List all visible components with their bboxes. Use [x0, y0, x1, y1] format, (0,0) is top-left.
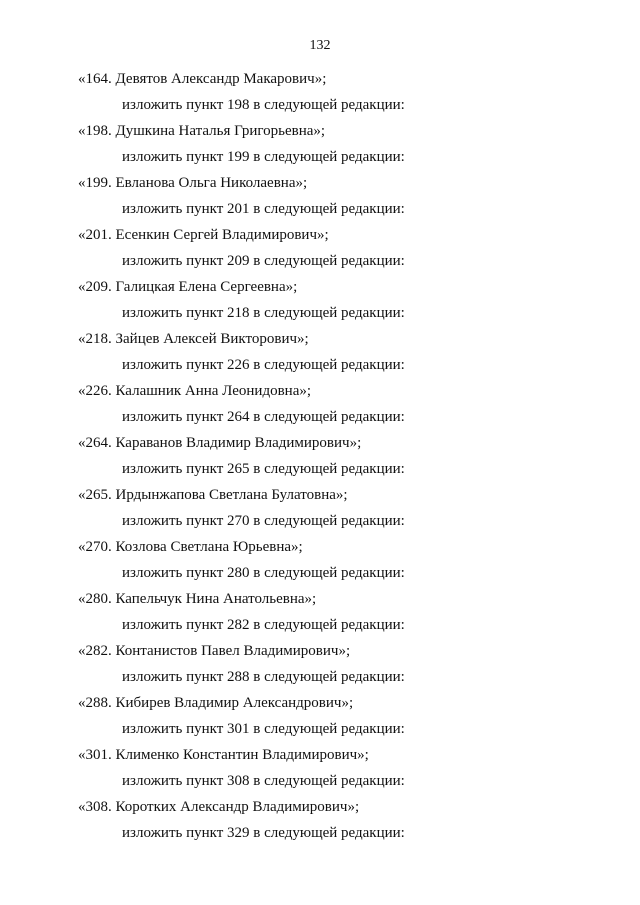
list-entry: «308. Коротких Александр Владимирович»; [78, 799, 360, 815]
list-entry: «265. Ирдынжапова Светлана Булатовна»; [78, 487, 348, 503]
list-entry: «209. Галицкая Елена Сергеевна»; [78, 279, 298, 295]
list-entry: «270. Козлова Светлана Юрьевна»; [78, 539, 303, 555]
list-entry: «282. Контанистов Павел Владимирович»; [78, 643, 351, 659]
amendment-instruction: изложить пункт 329 в следующей редакции: [122, 825, 405, 841]
amendment-instruction: изложить пункт 265 в следующей редакции: [122, 461, 405, 477]
list-entry: «199. Евланова Ольга Николаевна»; [78, 175, 308, 191]
list-entry: «301. Клименко Константин Владимирович»; [78, 747, 369, 763]
list-entry: «164. Девятов Александр Макарович»; [78, 71, 327, 87]
amendment-instruction: изложить пункт 308 в следующей редакции: [122, 773, 405, 789]
amendment-instruction: изложить пункт 280 в следующей редакции: [122, 565, 405, 581]
amendment-instruction: изложить пункт 199 в следующей редакции: [122, 149, 405, 165]
list-entry: «288. Кибирев Владимир Александрович»; [78, 695, 354, 711]
amendment-instruction: изложить пункт 264 в следующей редакции: [122, 409, 405, 425]
amendment-instruction: изложить пункт 270 в следующей редакции: [122, 513, 405, 529]
amendment-instruction: изложить пункт 301 в следующей редакции: [122, 721, 405, 737]
list-entry: «226. Калашник Анна Леонидовна»; [78, 383, 312, 399]
amendment-instruction: изложить пункт 226 в следующей редакции: [122, 357, 405, 373]
amendment-instruction: изложить пункт 282 в следующей редакции: [122, 617, 405, 633]
amendment-instruction: изложить пункт 218 в следующей редакции: [122, 305, 405, 321]
amendment-instruction: изложить пункт 209 в следующей редакции: [122, 253, 405, 269]
list-entry: «201. Есенкин Сергей Владимирович»; [78, 227, 329, 243]
list-entry: «280. Капельчук Нина Анатольевна»; [78, 591, 317, 607]
amendment-instruction: изложить пункт 288 в следующей редакции: [122, 669, 405, 685]
text-body [0, 66, 640, 846]
page-number: 132 [309, 38, 331, 53]
list-entry: «198. Душкина Наталья Григорьевна»; [78, 123, 326, 139]
list-entry: «218. Зайцев Алексей Викторович»; [78, 331, 309, 347]
list-entry: «264. Караванов Владимир Владимирович»; [78, 435, 362, 451]
amendment-instruction: изложить пункт 201 в следующей редакции: [122, 201, 405, 217]
amendment-instruction: изложить пункт 198 в следующей редакции: [122, 97, 405, 113]
